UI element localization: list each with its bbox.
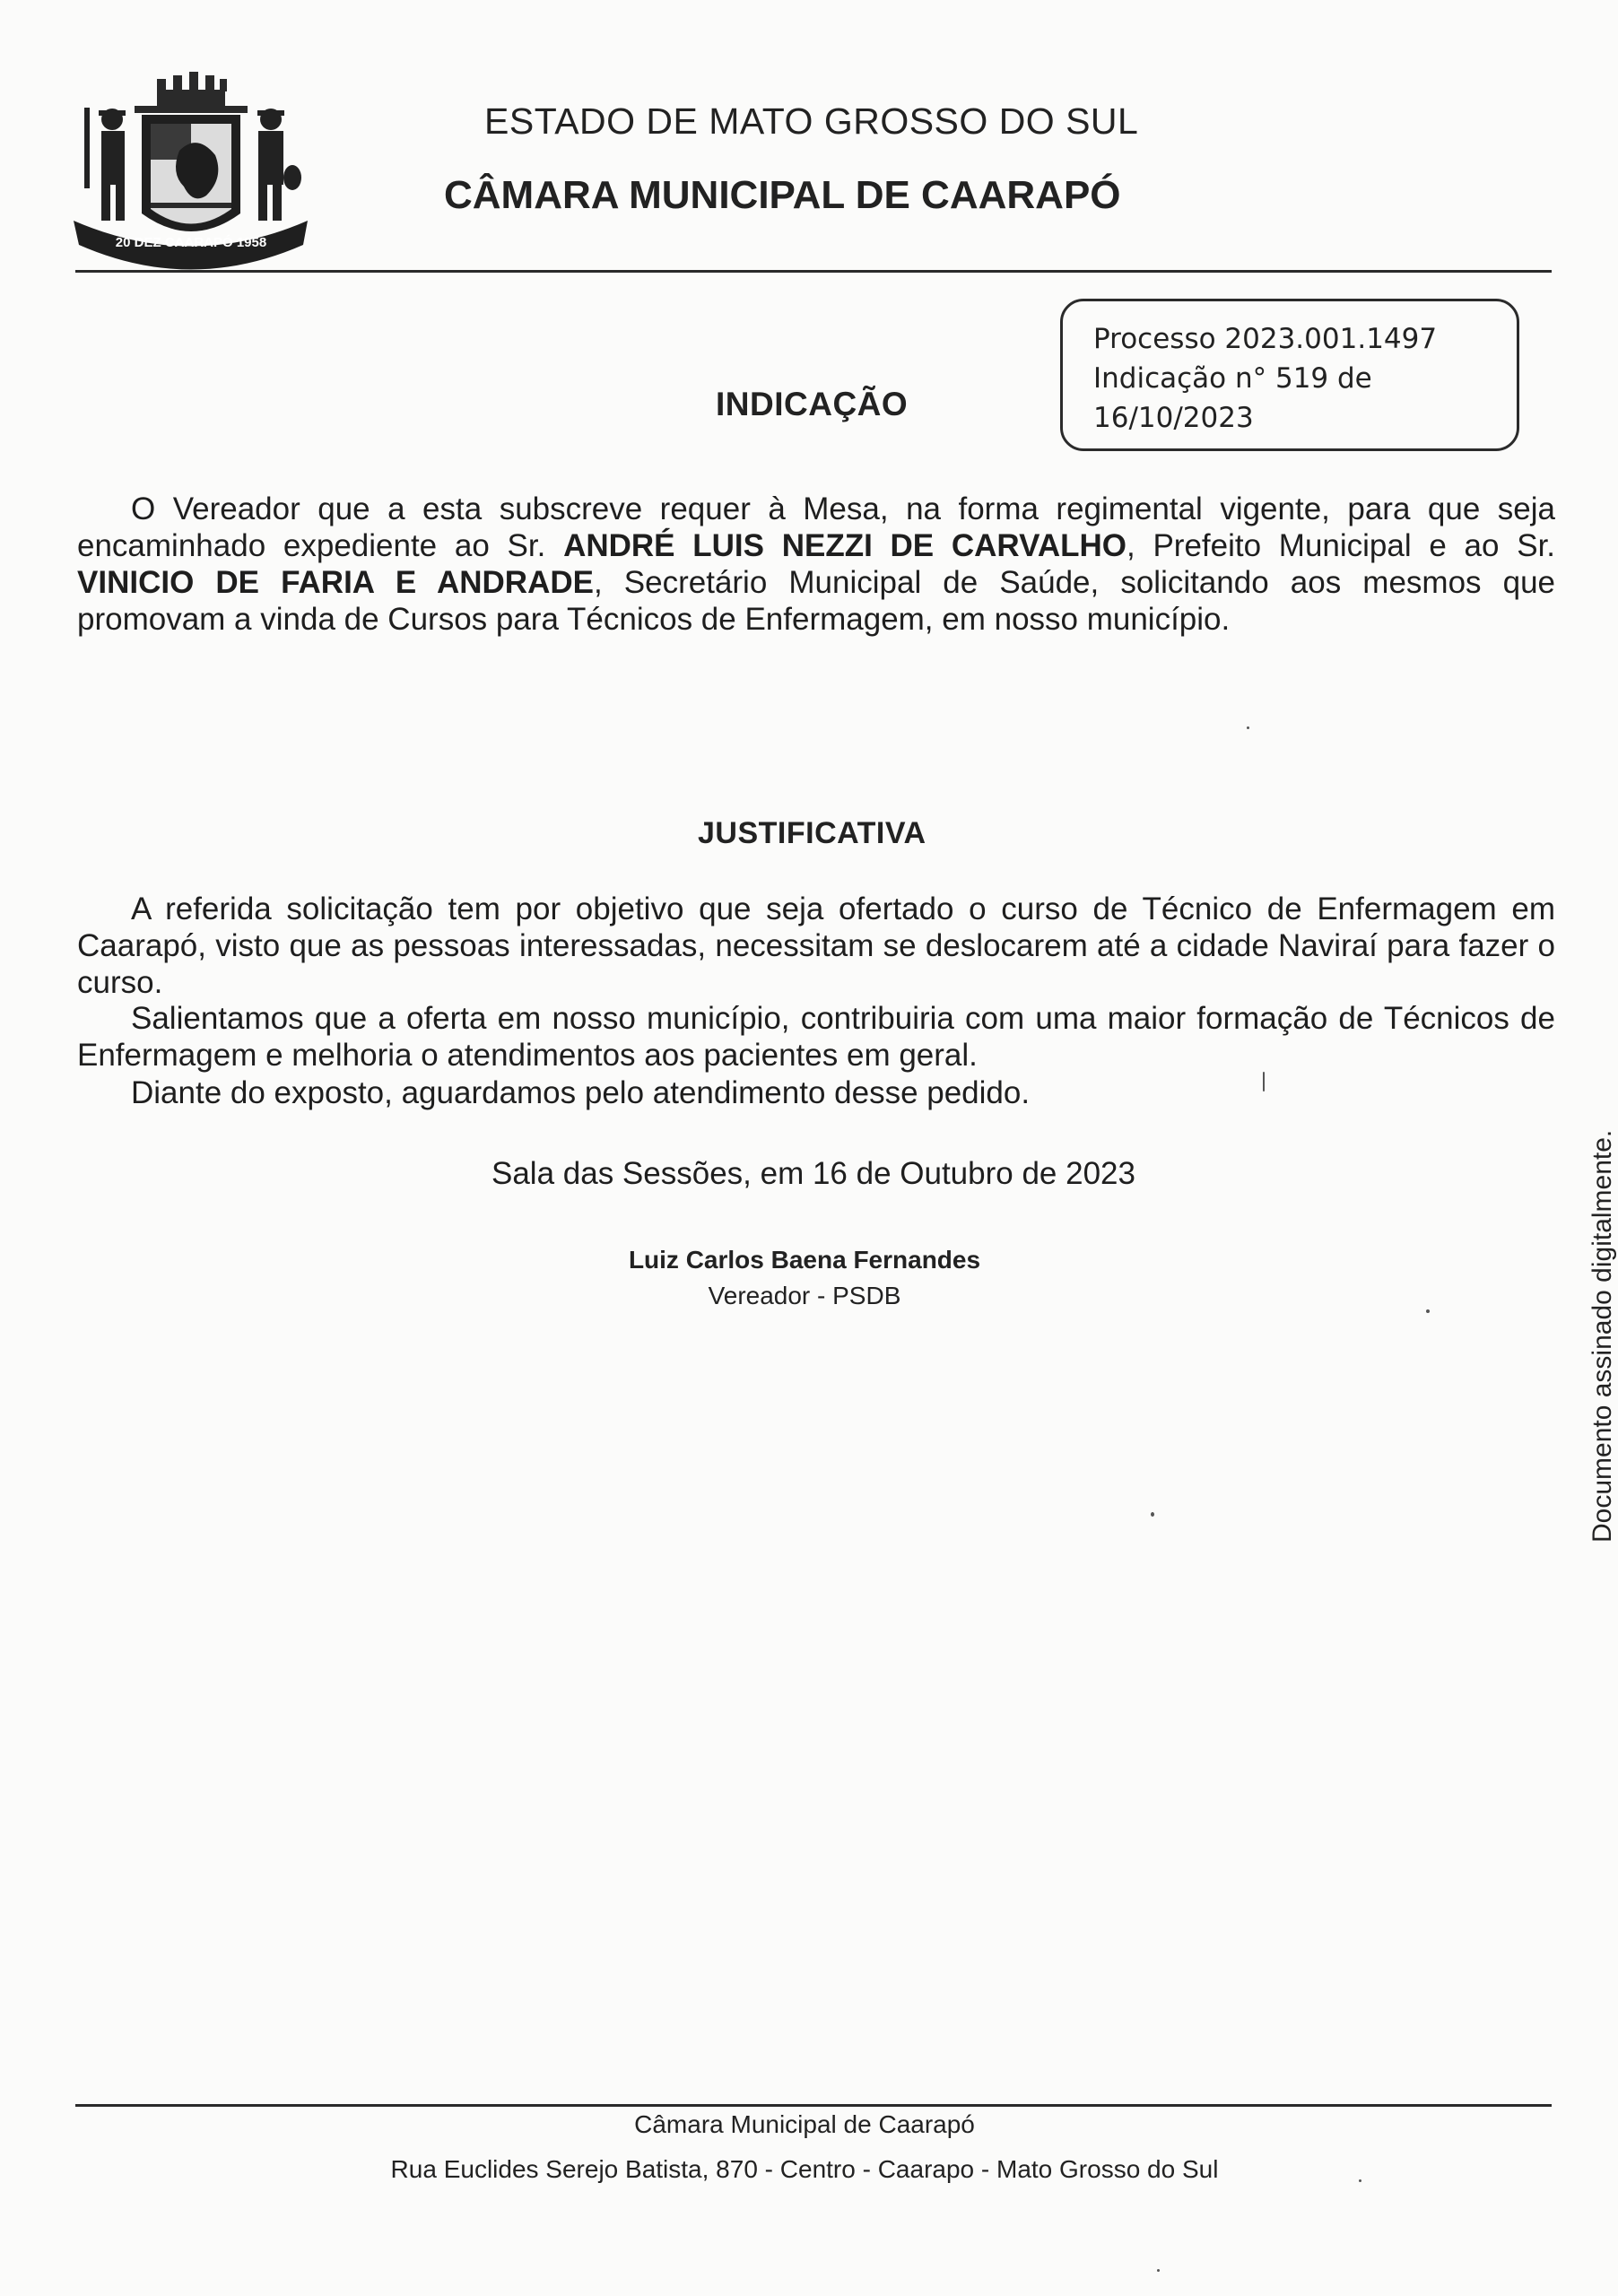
secretary-name: VINICIO DE FARIA E ANDRADE: [77, 565, 594, 600]
indication-number: Indicação n° 519 de: [1093, 362, 1372, 395]
footer-name: Câmara Municipal de Caarapó: [634, 2110, 975, 2138]
header-state: ESTADO DE MATO GROSSO DO SUL: [484, 100, 1139, 142]
header-chamber: CÂMARA MUNICIPAL DE CAARAPÓ: [444, 173, 1121, 217]
scan-speck: [1157, 2269, 1160, 2272]
request-text-a: O Vereador que a esta subscreve requer à Mesa, na forma regimental vigente, para que seja encaminhado expediente ao Sr.: [77, 491, 1555, 563]
request-paragraph: [77, 491, 1555, 638]
process-number: Processo 2023.001.1497: [1093, 323, 1438, 355]
scan-speck: [1263, 1072, 1265, 1091]
crest-banner-text: 20 DEZ CAARAPÓ 1958: [115, 235, 267, 250]
justification-paragraph-2: Salientamos que a oferta em nosso município, contribuiria com uma maior formação de Técnicos de Enfermagem e melhoria o atendimentos aos pacientes em geral.: [77, 1001, 1555, 1073]
header-divider: [75, 270, 1552, 273]
indication-date: 16/10/2023: [1093, 402, 1254, 434]
footer-address: Rua Euclides Serejo Batista, 870 - Centro - Caarapo - Mato Grosso do Sul: [390, 2155, 1219, 2183]
signer-name: Luiz Carlos Baena Fernandes: [628, 1246, 981, 1274]
justification-paragraph-3: Diante do exposto, aguardamos pelo atendimento desse pedido.: [131, 1075, 1031, 1110]
place-date: Sala das Sessões, em 16 de Outubro de 2023: [491, 1156, 1135, 1191]
request-text-b: , Prefeito Municipal e ao Sr.: [1126, 528, 1556, 563]
footer-divider: [75, 2104, 1552, 2107]
municipal-crest-logo: [72, 70, 309, 263]
document-title: INDICAÇÃO: [716, 386, 909, 422]
scan-speck: [1426, 1309, 1430, 1313]
scan-speck: [1247, 726, 1249, 729]
process-stamp-box: [1060, 299, 1519, 451]
scan-speck: [1151, 1512, 1154, 1517]
mayor-name: ANDRÉ LUIS NEZZI DE CARVALHO: [563, 528, 1127, 563]
justification-paragraph-1: A referida solicitação tem por objetivo que seja ofertado o curso de Técnico de Enfermagem em Caarapó, visto que as pessoas interessadas, necessitam se deslocarem até a cidade Naviraí para fazer o curso.: [77, 891, 1555, 1000]
signer-role: Vereador - PSDB: [708, 1282, 901, 1309]
scan-speck: [1359, 2179, 1361, 2182]
digital-signature-stamp: Documento assinado digitalmente.: [1588, 1129, 1617, 1543]
justification-title: JUSTIFICATIVA: [698, 816, 926, 850]
request-text-c: , Secretário Municipal de Saúde, solicitando aos mesmos que promovam a vinda de Cursos para Técnicos de Enfermagem, em nosso município.: [77, 565, 1556, 637]
